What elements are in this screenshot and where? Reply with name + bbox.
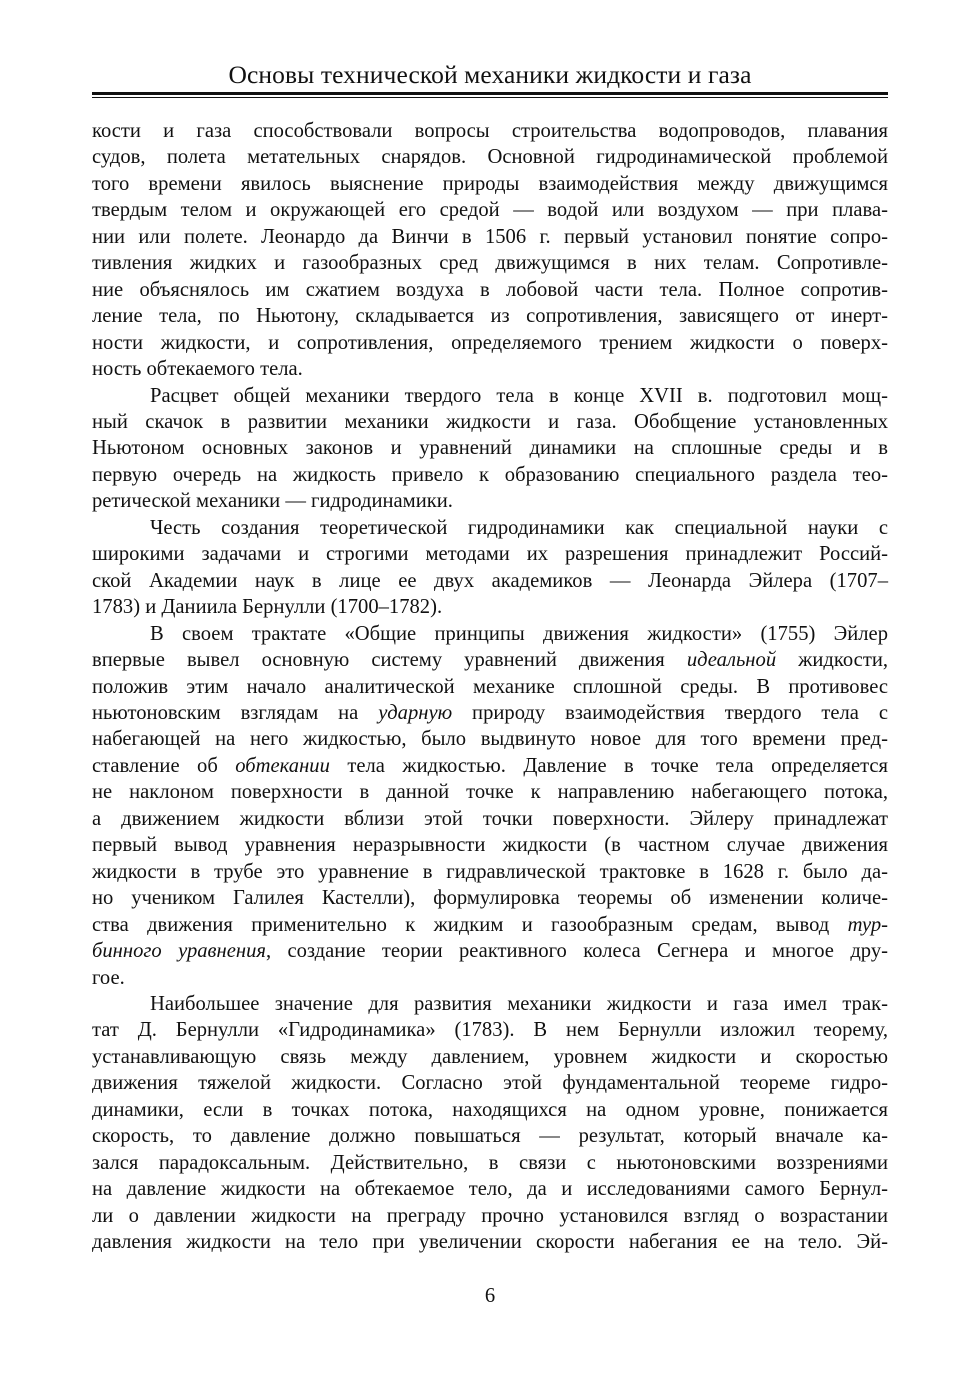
text-line: ретической механики — гидродинамики.	[92, 490, 453, 513]
text-line: ние объяснялось им сжатием воздуха в лобовой части тела. Полное сопротив-	[92, 278, 888, 301]
text-line: на давление жидкости на обтекаемое тело, да и исследованиями самого Бернул-	[92, 1178, 888, 1201]
text-line: ный скачок в развитии механики жидкости и газа. Обобщение установленных	[92, 410, 888, 433]
text-line: набегающей на него жидкостью, было выдвинуто новое для того времени пред-	[92, 728, 888, 751]
text-line: ность обтекаемого тела.	[92, 358, 303, 381]
text-line: гое.	[92, 966, 125, 989]
text-line: широкими задачами и строгими методами их разрешения принадлежит Россий-	[92, 543, 888, 566]
header-rule-thick	[92, 92, 888, 95]
text-line: Расцвет общей механики твердого тела в конце XVII в. подготовил мощ-	[150, 384, 888, 407]
text-line: нии или полете. Леонардо да Винчи в 1506 г. первый установил понятие сопро-	[92, 225, 888, 248]
italic-term: идеальной	[686, 649, 777, 672]
text-line: а движением жидкости вблизи этой точки поверхности. Эйлеру принадлежат	[92, 807, 888, 830]
text-line: скорость, то давление должно повышаться — результат, который вначале ка-	[92, 1125, 888, 1148]
text-line: бинного уравнения, создание теории реактивного колеса Сегнера и многое дру-	[92, 940, 888, 963]
text-line: ности жидкости, и сопротивления, определяемого трением жидкости о поверх-	[92, 331, 888, 354]
text-line: Ньютоном основных законов и уравнений динамики на сплошные среды и в	[92, 437, 888, 460]
text-line: зался парадоксальным. Действительно, в связи с ньютоновскими воззрениями	[92, 1151, 888, 1174]
text-line: 1783) и Даниила Бернулли (1700–1782).	[92, 596, 443, 619]
text-line: ства движения применительно к жидким и газообразным средам, вывод тур-	[92, 913, 888, 936]
text-line: В своем трактате «Общие принципы движения жидкости» (1755) Эйлер	[150, 622, 888, 645]
text-line: давления жидкости на тело при увеличении скорости набегания ее на тело. Эй-	[92, 1231, 888, 1254]
text-line: движения тяжелой жидкости. Согласно этой фундаментальной теореме гидро-	[92, 1072, 888, 1095]
text-line: но учеником Галилея Кастелли), формулировка теоремы об изменении количе-	[92, 887, 888, 910]
italic-term: тур-	[847, 913, 888, 936]
text-line: ньютоновским взглядам на ударную природу взаимодействия твердого тела с	[92, 701, 888, 724]
text-line: того времени явилось выяснение природы взаимодействия между движущимся	[92, 172, 888, 195]
italic-term: бинного уравнения	[92, 940, 266, 963]
running-header: Основы технической механики жидкости и газа	[228, 60, 752, 89]
text-line: ли о давлении жидкости на преграду прочно установился взгляд о возрастании	[92, 1204, 888, 1227]
text-line: кости и газа способствовали вопросы строительства водопроводов, плавания	[92, 120, 888, 142]
italic-term: обтекании	[235, 754, 330, 777]
text-line: Наибольшее значение для развития механики жидкости и газа имел трак-	[150, 992, 888, 1015]
header-rule-thin	[92, 97, 888, 98]
text-line: ление тела, по Ньютону, складывается из сопротивления, зависящего от инерт-	[92, 305, 888, 328]
text-line: не наклоном поверхности в данной точке к направлению набегающего потока,	[92, 781, 888, 804]
text-line: динамики, если в точках потока, находящихся на одном уровне, понижается	[92, 1098, 888, 1121]
text-line: жидкости в трубе это уравнение в гидравлической трактовке в 1628 г. было да-	[92, 860, 888, 883]
text-line: впервые вывел основную систему уравнений движения идеальной жидкости,	[92, 649, 888, 672]
text-line: ской Академии наук в лице ее двух академиков — Леонарда Эйлера (1707–	[92, 569, 888, 592]
text-line: первую очередь на жидкость привело к образованию специального раздела тео-	[92, 463, 888, 486]
text-line: тат Д. Бернулли «Гидродинамика» (1783). В нем Бернулли изложил теорему,	[92, 1019, 888, 1042]
body-text	[92, 118, 888, 1255]
text-line: тивления жидких и газообразных сред движущимся в них телам. Сопротивле-	[92, 252, 888, 275]
text-line: судов, полета метательных снарядов. Основной гидродинамической проблемой	[92, 146, 888, 169]
text-line: ставление об обтекании тела жидкостью. Давление в точке тела определяется	[92, 754, 888, 777]
text-line: твердым телом и окружающей его средой — водой или воздухом — при плава-	[92, 199, 888, 222]
text-line: положив этим начало аналитической механике сплошной среды. В противовес	[92, 675, 888, 698]
text-line: первый вывод уравнения неразрывности жидкости (в частном случае движения	[92, 834, 888, 857]
text-line: Честь создания теоретической гидродинамики как специальной науки с	[150, 516, 888, 539]
italic-term: ударную	[378, 701, 453, 724]
page-number: 6	[484, 1285, 496, 1307]
text-line: устанавливающую связь между давлением, уровнем жидкости и скоростью	[92, 1045, 888, 1068]
